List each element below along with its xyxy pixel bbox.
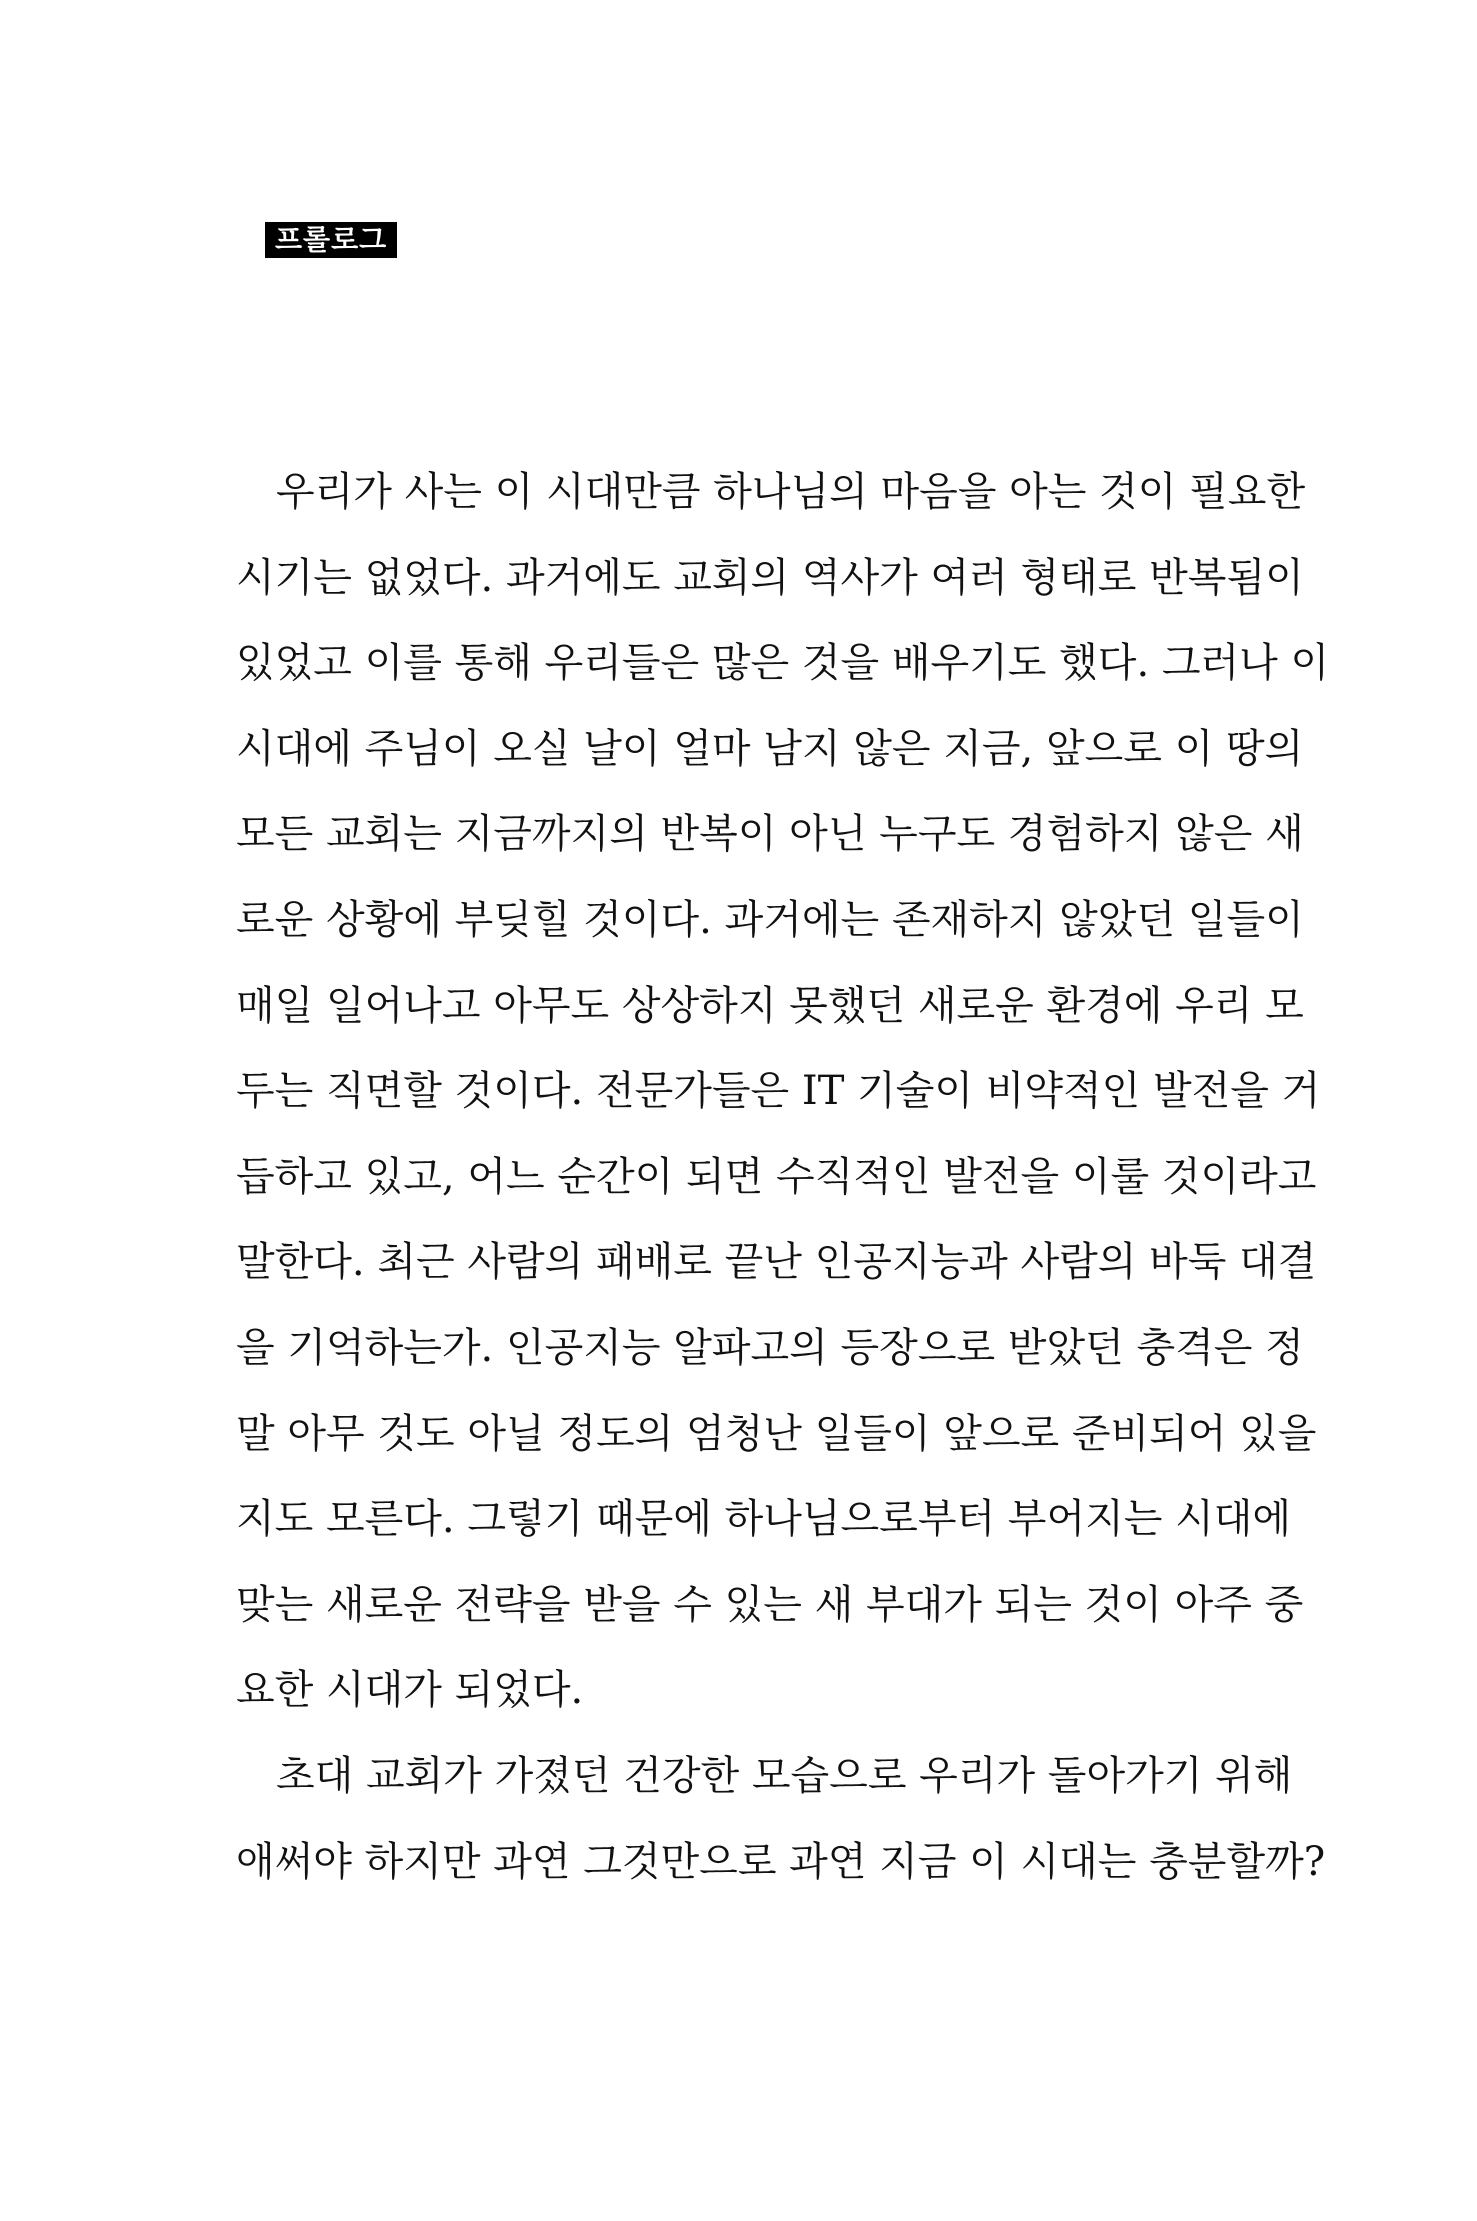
- text-line: 모든 교회는 지금까지의 반복이 아닌 누구도 경험하지 않은 새: [236, 811, 1304, 858]
- text-line: 말 아무 것도 아닐 정도의 엄청난 일들이 앞으로 준비되어 있을: [236, 1410, 1317, 1457]
- text-line: 을 기억하는가. 인공지능 알파고의 등장으로 받았던 충격은 정: [236, 1324, 1304, 1371]
- text-line: 요한 시대가 되었다.: [236, 1667, 584, 1714]
- text-line: 애써야 하지만 과연 그것만으로 과연 지금 이 시대는 충분할까?: [236, 1838, 1326, 1885]
- text-line: 말한다. 최근 사람의 패배로 끝난 인공지능과 사람의 바둑 대결: [236, 1239, 1317, 1286]
- text-line: 있었고 이를 통해 우리들은 많은 것을 배우기도 했다. 그러나 이: [236, 640, 1330, 687]
- text-line: 듭하고 있고, 어느 순간이 되면 수직적인 발전을 이룰 것이라고: [236, 1153, 1317, 1200]
- text-line: 초대 교회가 가졌던 건강한 모습으로 우리가 돌아가기 위해: [276, 1752, 1293, 1799]
- text-line: 시대에 주님이 오실 날이 얼마 남지 않은 지금, 앞으로 이 땅의: [236, 725, 1304, 772]
- text-line: 매일 일어나고 아무도 상상하지 못했던 새로운 환경에 우리 모: [236, 982, 1304, 1029]
- text-line: 시기는 없었다. 과거에도 교회의 역사가 여러 형태로 반복됨이: [236, 554, 1304, 601]
- paragraph-2: [236, 1746, 1326, 1917]
- paragraph-1: [236, 462, 1330, 1746]
- chapter-heading-badge: 프롤로그: [265, 222, 397, 258]
- text-line: 로운 상황에 부딪힐 것이다. 과거에는 존재하지 않았던 일들이: [236, 896, 1304, 943]
- text-line: 맞는 새로운 전략을 받을 수 있는 새 부대가 되는 것이 아주 중: [236, 1581, 1304, 1628]
- text-line: 지도 모른다. 그렇기 때문에 하나님으로부터 부어지는 시대에: [236, 1496, 1292, 1543]
- body-text: [236, 462, 1330, 1917]
- text-line: 두는 직면할 것이다. 전문가들은 IT 기술이 비약적인 발전을 거: [236, 1068, 1321, 1115]
- text-line: 우리가 사는 이 시대만큼 하나님의 마음을 아는 것이 필요한: [276, 469, 1306, 515]
